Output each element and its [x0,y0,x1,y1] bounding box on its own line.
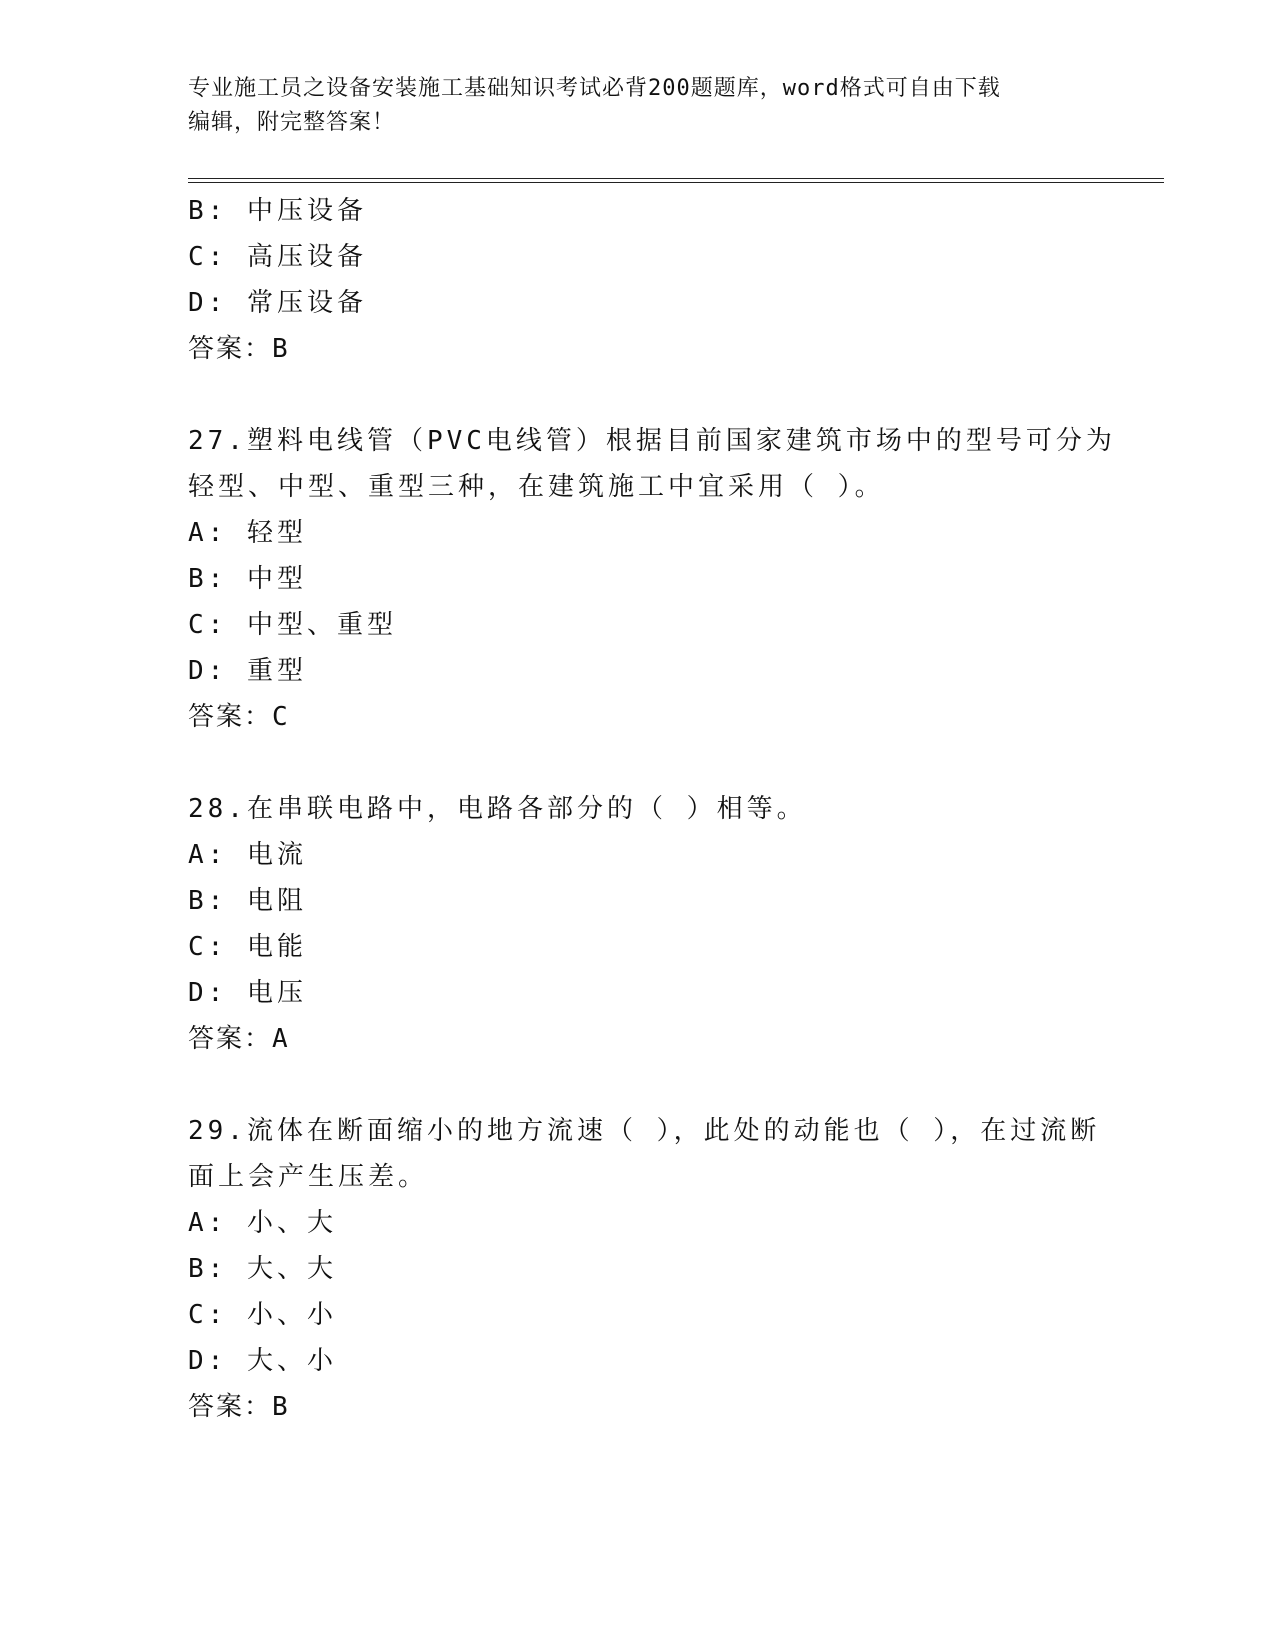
question-stem-continued: 面上会产生压差。 [188,1162,429,1192]
header-line-1: 专业施工员之设备安装施工基础知识考试必背200题题库，word格式可自由下载 [188,76,1001,101]
option-d: D: 常压设备 [188,288,367,318]
question-stem: 29.流体在断面缩小的地方流速（ ），此处的动能也（ ），在过流断 [188,1116,1101,1146]
question-26-partial [188,188,1088,372]
question-stem: 28.在串联电路中，电路各部分的（ ）相等。 [188,794,807,824]
spacer [188,372,1088,418]
option-c: C: 中型、重型 [188,610,397,640]
option-a: A: 电流 [188,840,307,870]
option-a: A: 轻型 [188,518,307,548]
question-29 [188,1108,1101,1430]
option-b: B: 电阻 [188,886,307,916]
answer-line: 答案：B [188,1392,290,1422]
option-a: A: 小、大 [188,1208,337,1238]
spacer [188,1062,1088,1108]
option-b: B: 中压设备 [188,196,367,226]
option-c: C: 电能 [188,932,307,962]
option-d: D: 电压 [188,978,307,1008]
option-b: B: 大、大 [188,1254,337,1284]
answer-line: 答案：A [188,1024,290,1054]
option-d: D: 重型 [188,656,307,686]
document-body [188,188,1116,1430]
option-c: C: 小、小 [188,1300,337,1330]
question-stem-continued: 轻型、中型、重型三种，在建筑施工中宜采用（ ）。 [188,472,885,502]
question-28 [188,786,1088,1062]
answer-line: 答案：B [188,334,290,364]
header-line-2: 编辑，附完整答案！ [188,110,396,135]
document-header [188,72,1088,140]
question-stem: 27.塑料电线管（PVC电线管）根据目前国家建筑市场中的型号可分为 [188,426,1116,456]
spacer [188,740,1088,786]
answer-line: 答案：C [188,702,290,732]
option-d: D: 大、小 [188,1346,337,1376]
option-b: B: 中型 [188,564,307,594]
question-27 [188,418,1116,740]
header-divider [188,178,1164,183]
option-c: C: 高压设备 [188,242,367,272]
